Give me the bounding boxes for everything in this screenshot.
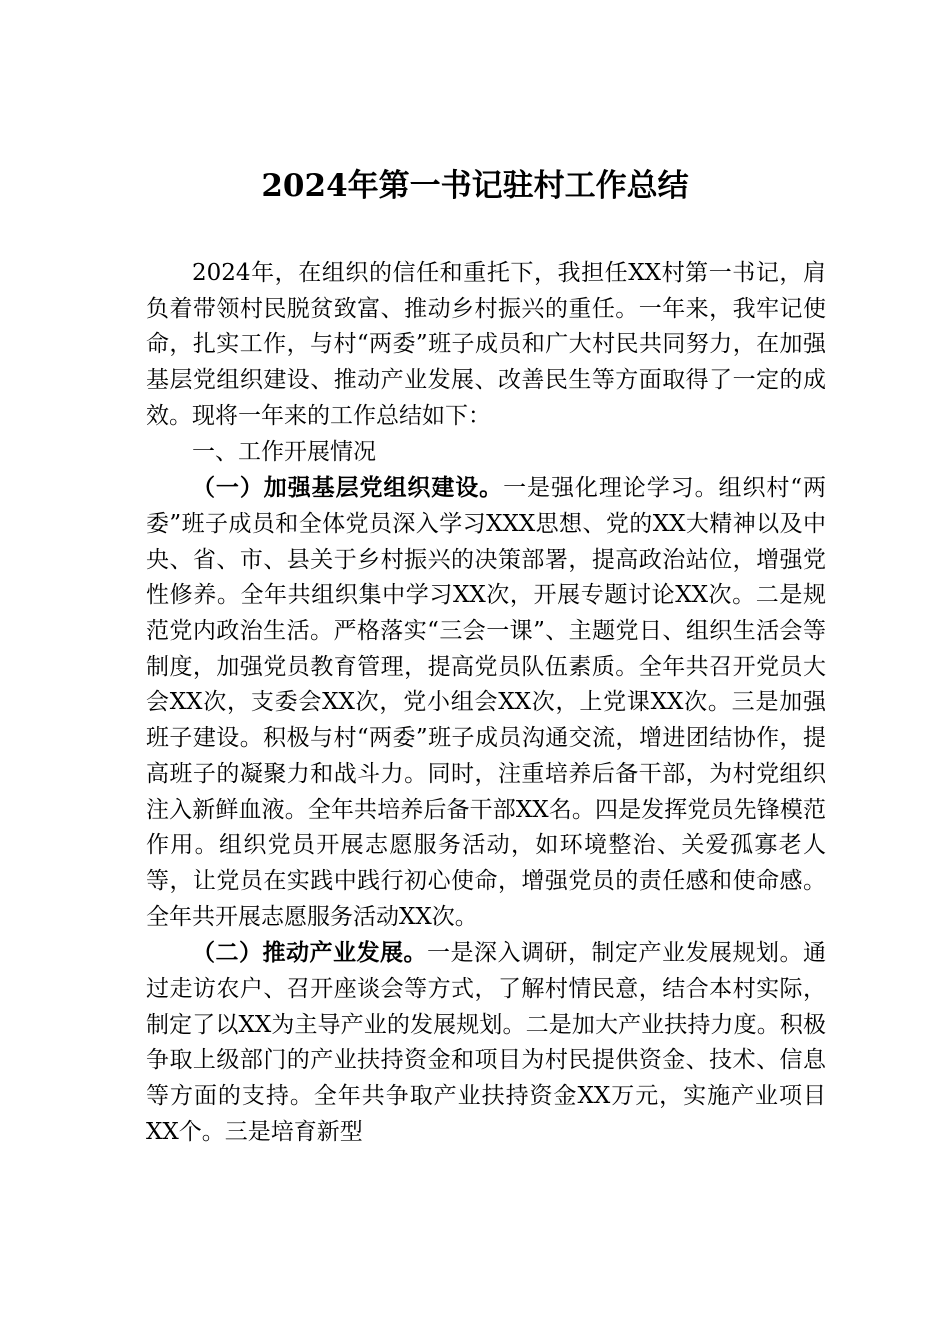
paragraph-party-building	[146, 470, 826, 935]
paragraph-party-building-text: 一是强化理论学习。组织村“两委”班子成员和全体党员深入学习XXX思想、党的XX大精神以及中央、省、市、县关于乡村振兴的决策部署，提高政治站位，增强党性修养。全年共组织集中学习XX次，开展专题讨论XX次。二是规范党内政治生活。严格落实“三会一课”、主题党日、组织生活会等制度，加强党员教育管理，提高党员队伍素质。全年共召开党员大会XX次，支委会XX次，党小组会XX次，上党课XX次。三是加强班子建设。积极与村“两委”班子成员沟通交流，增进团结协作，提高班子的凝聚力和战斗力。同时，注重培养后备干部，为村党组织注入新鲜血液。全年共培养后备干部XX名。四是发挥党员先锋模范作用。组织党员开展志愿服务活动，如环境整治、关爱孤寡老人等，让党员在实践中践行初心使命，增强党员的责任感和使命感。全年共开展志愿服务活动XX次。	[146, 475, 827, 930]
paragraph-industry-development	[146, 935, 826, 1150]
subheading-party-building: （一）加强基层党组织建设。	[192, 474, 504, 502]
paragraph-industry-development-text: 一是深入调研，制定产业发展规划。通过走访农户、召开座谈会等方式，了解村情民意，结合本村实际，制定了以XX为主导产业的发展规划。二是加大产业扶持力度。积极争取上级部门的产业扶持资金和项目为村民提供资金、技术、信息等方面的支持。全年共争取产业扶持资金XX万元，实施产业项目XX个。三是培育新型	[146, 940, 826, 1145]
document-title: 2024年第一书记驻村工作总结	[261, 168, 689, 204]
section-heading-work-progress: 一、工作开展情况	[192, 438, 376, 465]
subheading-industry-development: （二）推动产业发展。	[192, 939, 427, 967]
document-body	[146, 256, 826, 1151]
intro-paragraph: 2024年，在组织的信任和重托下，我担任XX村第一书记，肩负着带领村民脱贫致富、推动乡村振兴的重任。一年来，我牢记使命，扎实工作，与村“两委”班子成员和广大村民共同努力，在加强基层党组织建设、推动产业发展、改善民生等方面取得了一定的成效。现将一年来的工作总结如下：	[146, 260, 826, 429]
